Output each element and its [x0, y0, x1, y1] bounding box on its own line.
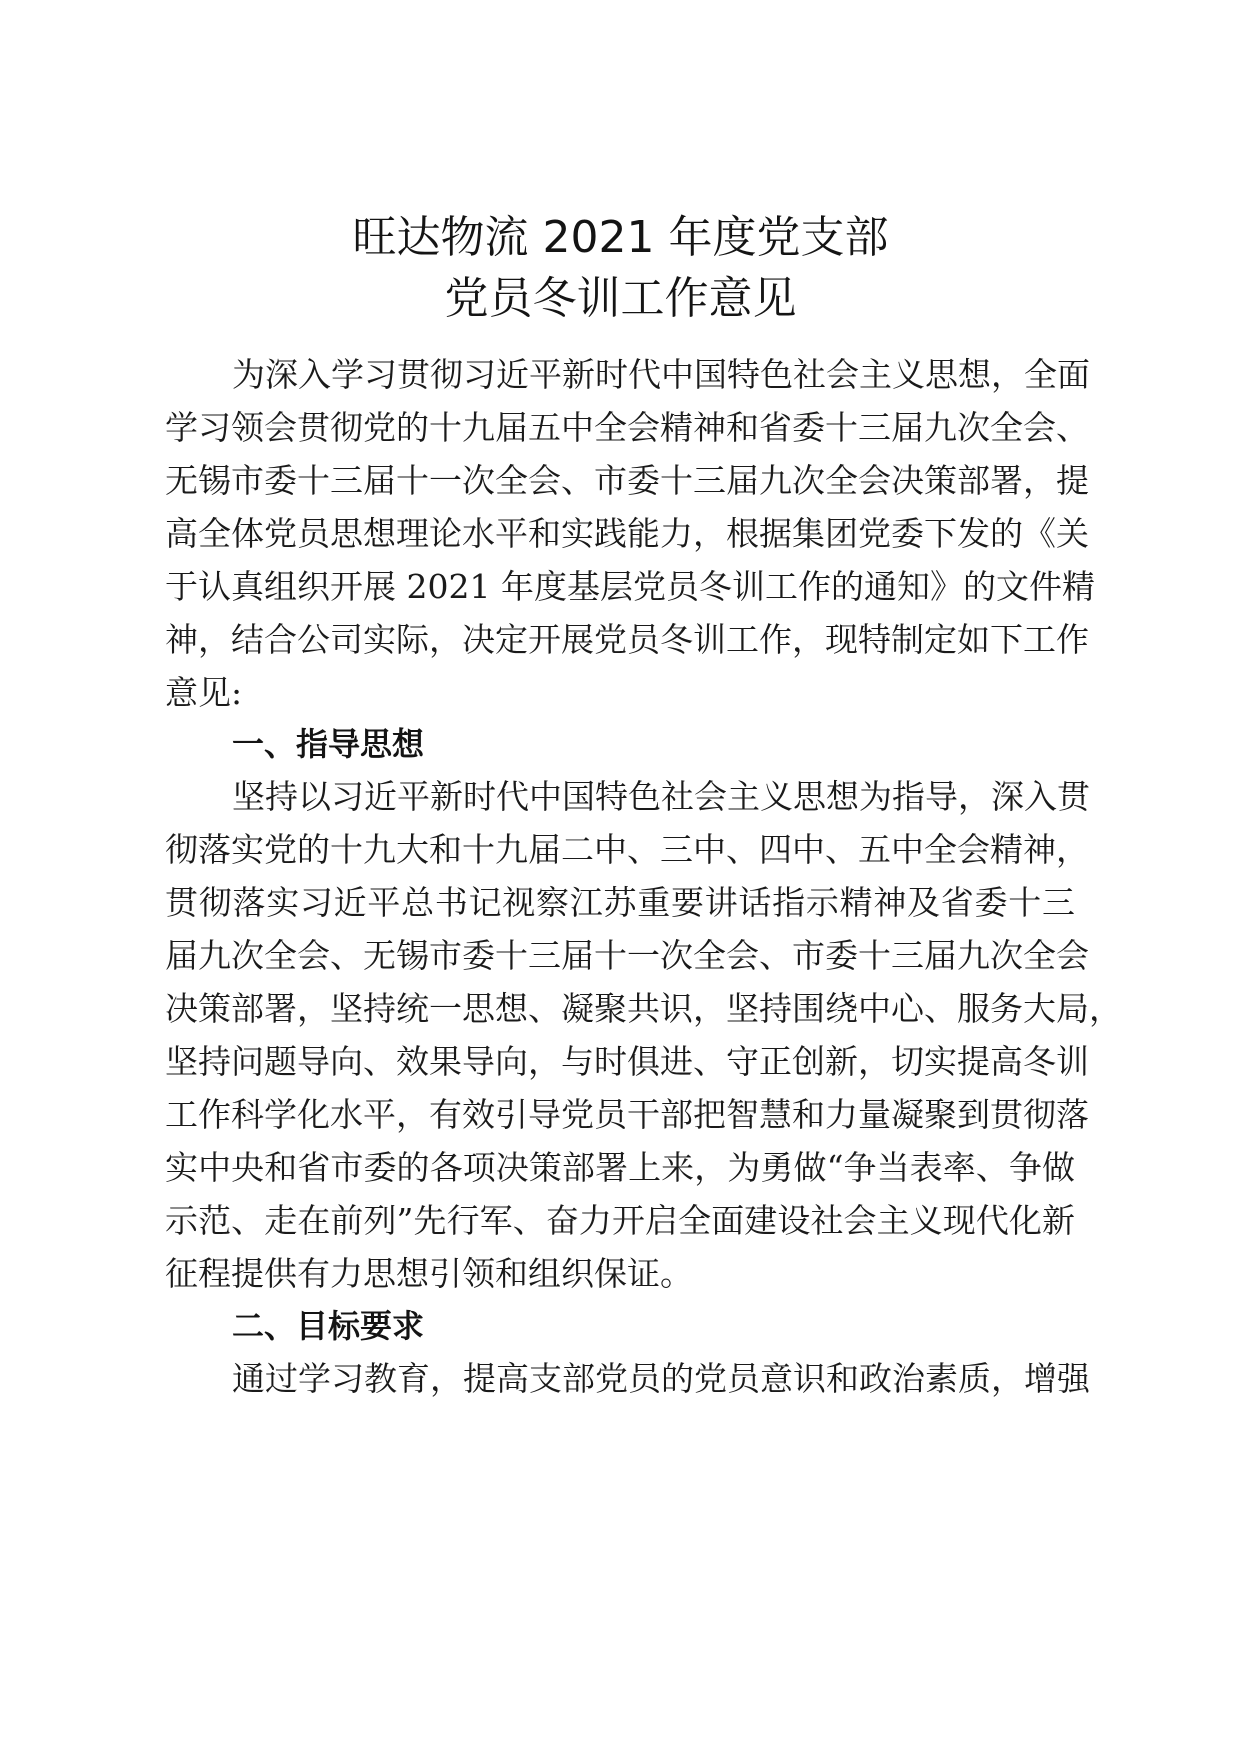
paragraph-line: 于认真组织开展 2021 年度基层党员冬训工作的通知》的文件精 [165, 567, 1095, 606]
paragraph-line: 示范、走在前列”先行军、奋力开启全面建设社会主义现代化新 [165, 1201, 1075, 1240]
paragraph-line: 征程提供有力思想引领和组织保证。 [165, 1254, 693, 1293]
paragraph-line: 彻落实党的十九大和十九届二中、三中、四中、五中全会精神， [165, 830, 1089, 869]
paragraph-line: 为深入学习贯彻习近平新时代中国特色社会主义思想，全面 [232, 355, 1090, 394]
section-heading-goals-requirements: 二、目标要求 [232, 1307, 425, 1345]
paragraph-line: 坚持问题导向、效果导向，与时俱进、守正创新，切实提高冬训 [165, 1042, 1089, 1081]
paragraph-line: 意见: [165, 673, 243, 712]
paragraph-line: 决策部署，坚持统一思想、凝聚共识，坚持围绕中心、服务大局， [165, 989, 1122, 1028]
paragraph-line: 届九次全会、无锡市委十三届十一次全会、市委十三届九次全会 [165, 936, 1089, 975]
paragraph-line: 通过学习教育，提高支部党员的党员意识和政治素质，增强 [232, 1359, 1090, 1398]
paragraph-line: 坚持以习近平新时代中国特色社会主义思想为指导，深入贯 [232, 777, 1090, 816]
section-heading-guiding-ideology: 一、指导思想 [232, 725, 425, 763]
paragraph-line: 学习领会贯彻党的十九届五中全会精神和省委十三届九次全会、 [165, 408, 1089, 447]
paragraph-line: 实中央和省市委的各项决策部署上来，为勇做“争当表率、争做 [165, 1148, 1075, 1187]
paragraph-line: 神，结合公司实际，决定开展党员冬训工作，现特制定如下工作 [165, 620, 1089, 659]
document-title-line-2: 党员冬训工作意见 [444, 273, 797, 324]
paragraph-line: 工作科学化水平，有效引导党员干部把智慧和力量凝聚到贯彻落 [165, 1095, 1089, 1134]
paragraph-line: 高全体党员思想理论水平和实践能力，根据集团党委下发的《关 [165, 514, 1089, 553]
paragraph-line: 贯彻落实习近平总书记视察江苏重要讲话指示精神及省委十三 [165, 883, 1075, 922]
paragraph-line: 无锡市委十三届十一次全会、市委十三届九次全会决策部署，提 [165, 461, 1089, 500]
document-title-line-1: 旺达物流 2021 年度党支部 [352, 212, 889, 263]
